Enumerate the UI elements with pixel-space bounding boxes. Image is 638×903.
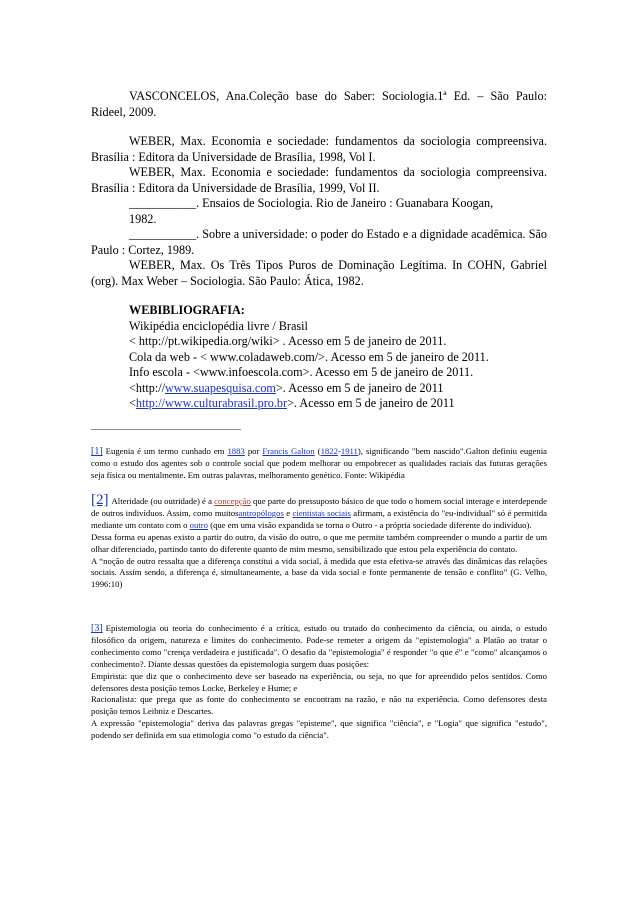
footnote-3: [91, 623, 547, 742]
footnote-2-paragraph-3: A “noção de outro ressalta que a diferença constitui a vida social, à medida que esta efetiva-se através das dinâmicas das relações sociais. Assim sendo, a diferença é, simultaneamente, a base da vida social e fonte permanente de tensão e conflito” (G. Velho, 1996:10): [91, 555, 547, 590]
link-1883[interactable]: 1883: [227, 446, 245, 456]
reference-tres-tipos: WEBER, Max. Os Três Tipos Puros de Dominação Legítima. In COHN, Gabriel (org). Max Weber – Sociologia. São Paulo: Ática, 1982.: [91, 258, 547, 288]
footnote-1-part: por: [244, 446, 263, 456]
web-wikipedia-url: < http://pt.wikipedia.org/wiki> . Acesso em 5 de janeiro de 2011.: [129, 334, 447, 348]
footnote-1-text: [91, 446, 547, 482]
web-wikipedia-name: Wikipédia enciclopédia livre / Brasil: [129, 318, 308, 333]
footnote-2-text: [91, 492, 548, 532]
footnote-3-paragraph-4: A expressão "epistemologia" deriva das palavras gregas "episteme", que significa "ciência", e "Logia" que significa "estudo", podendo ser definida em sua etimologia como "o estudo da ciência".: [91, 718, 547, 741]
footnote-1: [91, 446, 547, 482]
footnote-separator: [91, 429, 241, 430]
footnote-1-part: ), significando "bem nascido".Galton definiu eugenia como o estudo dos agentes sob o controle social que podem melhorar ou empobrecer as qualidades raciais das futuras gerações seja física ou mentalmente. Em outras palavras, melhoramento genético. Fonte: Wikipédia: [91, 446, 547, 480]
footnote-2-part: Alteridade (ou outridade) é a: [111, 496, 215, 506]
web-suapesquisa: [129, 381, 547, 397]
footnote-1-part: (: [314, 446, 321, 456]
web-suapesquisa-pre: <http://: [129, 380, 165, 395]
reference-vasconcelos: VASCONCELOS, Ana.Coleção base do Saber: Sociologia.1ª Ed. – São Paulo: Rideel, 2009.: [91, 89, 547, 119]
web-culturabrasil-post: >. Acesso em 5 de janeiro de 2011: [287, 396, 455, 410]
footnote-3-paragraph-3: Racionalista: que prega que as fonte do conhecimento se encontram na razão, e não na experiência. Como defensores desta posição temos Leibniz e Descartes.: [91, 694, 547, 717]
suapesquisa-link[interactable]: www.suapesquisa.com: [165, 380, 276, 395]
link-concepcao[interactable]: concepção: [214, 496, 251, 506]
footnote-1-part: Eugenia é um termo cunhado em: [105, 446, 228, 456]
web-suapesquisa-post: >. Acesso em 5 de janeiro de 2011: [275, 380, 444, 395]
web-coladaweb: Cola da web - < www.coladaweb.com/>. Acesso em 5 de janeiro de 2011.: [129, 349, 489, 364]
footnote-2-paragraph-2: Dessa forma eu apenas existo a partir do outro, da visão do outro, o que me permite também compreender o mundo a partir de um olhar diferenciado, partindo tanto do diferente quanto de mim mesmo, sensibilizado que estou pela experiência do contato.: [91, 531, 547, 554]
footnote-2-part: afirmam, a existência do "eu-individual" só é permitida mediante um contato com o: [91, 507, 547, 530]
link-outro[interactable]: outro: [189, 519, 209, 530]
web-infoescola: Info escola - <www.infoescola.com>. Acesso em 5 de janeiro de 2011.: [129, 365, 474, 379]
reference-weber-1999: WEBER, Max. Economia e sociedade: fundamentos da sociologia compreensiva. Brasília : Editora da Universidade de Brasília, 1999, Vol II.: [91, 165, 547, 195]
link-1911[interactable]: 1911: [340, 446, 358, 456]
reference-weber-1998: WEBER, Max. Economia e sociedade: fundamentos da sociologia compreensiva. Brasília : Editora da Universidade de Brasília, 1998, Vol I.: [91, 134, 547, 164]
bibliography: [91, 89, 547, 412]
culturabrasil-link[interactable]: http://www.culturabrasil.pro.br: [135, 396, 288, 410]
link-cientistas-sociais[interactable]: cientistas sociais: [292, 507, 351, 518]
reference-ensaios: [91, 196, 547, 227]
footnote-3-part: Epistemologia ou teoria do conhecimento é a crítica, estudo ou tratado do conhecimento da ciência, ou ainda, o estudo filosófico da origem, natureza e limites do conhecimento. Pode-se remeter a origem da "epistemologia" a Platão ao tratar o conhecimento como "crença verdadeira e justificada". O desafio da "epistemologia" é responder "o que é" e "como" alcançamos o conhecimento?. Diante dessas questões da epistemologia surgem duas posições:: [91, 623, 547, 669]
reference-sobre-universidade: ___________. Sobre a universidade: o poder do Estado e a dignidade acadêmica. São Paulo : Cortez, 1989.: [91, 227, 547, 257]
link-1822[interactable]: 1822: [320, 446, 338, 456]
webibliografia-heading: WEBIBLIOGRAFIA:: [129, 303, 245, 317]
footnote-3-marker[interactable]: [3]: [91, 623, 103, 634]
reference-ensaios-line2: 1982.: [129, 211, 157, 226]
web-culturabrasil: [129, 396, 547, 412]
footnote-2-part: que parte do pressuposto básico de que todo o homem social interage e interdepende de outros indivíduos. Assim, como muitos: [91, 496, 548, 518]
footnote-2-part: e: [283, 507, 293, 518]
footnote-2: [91, 492, 548, 591]
footnote-3-text: [91, 623, 547, 671]
footnote-2-marker[interactable]: [2]: [91, 492, 109, 508]
webibliografia: [91, 303, 547, 412]
footnote-3-paragraph-2: Empirista: que diz que o conhecimento deve ser baseado na experiência, ou seja, no que for apreendido pelos sentidos. Como defensores desta posição temos Locke, Berkeley e Hume; e: [91, 670, 547, 693]
link-francis-galton[interactable]: Francis Galton: [262, 446, 315, 456]
footnote-2-part: (que em uma visão expandida se torna o Outro - a própria sociedade diferente do indivíduo).: [208, 519, 532, 530]
web-culturabrasil-pre: <: [129, 396, 136, 410]
link-antropologos[interactable]: antropólogos: [238, 507, 284, 518]
reference-ensaios-line1: ___________. Ensaios de Sociologia. Rio de Janeiro : Guanabara Koogan,: [129, 196, 494, 210]
footnote-1-part: -: [337, 446, 341, 456]
footnote-1-marker[interactable]: [1]: [91, 446, 103, 457]
